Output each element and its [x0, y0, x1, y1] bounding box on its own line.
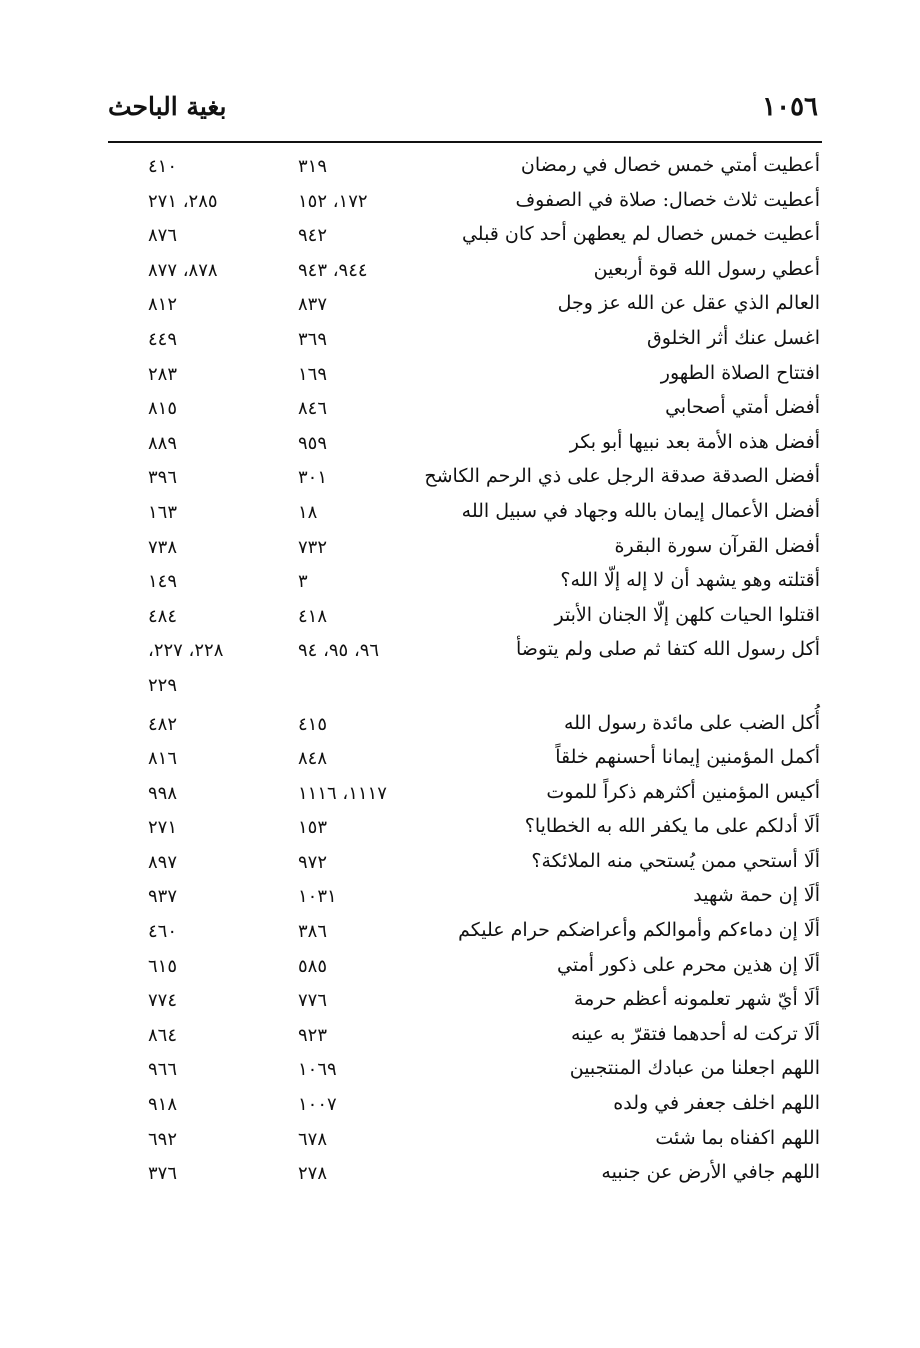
reference-number-secondary: ٢٢٨، ٢٢٧، — [148, 640, 224, 662]
index-phrase: أكمل المؤمنين إيمانا أحسنهم خلقاً — [555, 746, 820, 769]
reference-number-secondary: ١٦٣ — [148, 501, 178, 523]
index-row — [0, 152, 920, 187]
index-row — [0, 1125, 920, 1160]
reference-number-secondary: ٢٨٣ — [148, 363, 178, 385]
reference-number-primary: ٨٤٦ — [298, 398, 328, 420]
reference-number-secondary: ٩١٨ — [148, 1094, 178, 1116]
reference-number-secondary: ١٤٩ — [148, 571, 178, 593]
page-number: ١٠٥٦ — [762, 92, 818, 122]
reference-number-primary: ٤١٥ — [298, 713, 328, 735]
running-title: بغية الباحث — [108, 92, 227, 121]
index-row — [0, 1159, 920, 1194]
reference-number-secondary: ٨١٦ — [148, 748, 178, 770]
reference-number-secondary: ٩٦٦ — [148, 1059, 178, 1081]
index-list — [0, 152, 920, 1194]
index-phrase: ألَا أيّ شهر تعلمونه أعظم حرمة — [573, 988, 820, 1011]
reference-number-primary: ٧٣٢ — [298, 536, 328, 558]
reference-number-secondary: ٤٨٤ — [148, 605, 178, 627]
index-phrase: أفضل أمتي أصحابي — [665, 396, 820, 419]
index-row — [0, 917, 920, 952]
index-phrase: ألَا أستحي ممن يُستحي منه الملائكة؟ — [531, 849, 820, 872]
reference-number-primary: ١٥٣ — [298, 817, 328, 839]
reference-number-primary: ٣٨٦ — [298, 921, 328, 943]
header-rule — [108, 141, 822, 143]
index-phrase: اللهم اجعلنا من عبادك المنتجبين — [569, 1057, 820, 1080]
index-phrase: أقتلته وهو يشهد أن لا إله إلّا الله؟ — [560, 569, 820, 592]
reference-number-primary: ٧٧٦ — [298, 990, 328, 1012]
index-phrase: ألَا تركت له أحدهما فتقرّ به عينه — [571, 1022, 820, 1045]
page-header — [108, 92, 818, 132]
reference-number-secondary: ٢٧١ — [148, 817, 178, 839]
reference-number-primary: ٩٥٩ — [298, 432, 328, 454]
index-row — [0, 602, 920, 637]
reference-number-secondary: ٨٧٦ — [148, 225, 178, 247]
index-phrase: أفضل الأعمال إيمان بالله وجهاد في سبيل الله — [461, 499, 820, 522]
reference-number-secondary: ٤٨٢ — [148, 713, 178, 735]
reference-number-primary: ٩٤٤، ٩٤٣ — [298, 259, 368, 281]
reference-number-secondary: ٣٩٦ — [148, 467, 178, 489]
index-row — [0, 882, 920, 917]
reference-number-primary: ٣١٩ — [298, 156, 328, 177]
reference-number-secondary: ٦١٥ — [148, 955, 178, 977]
index-row — [0, 498, 920, 533]
index-phrase: اللهم اكفناه بما شئت — [655, 1126, 820, 1149]
reference-number-primary: ٤١٨ — [298, 605, 328, 627]
index-phrase: اللهم اخلف جعفر في ولده — [613, 1092, 820, 1115]
index-phrase: أكل رسول الله كتفا ثم صلى ولم يتوضأ — [516, 638, 820, 661]
reference-number-secondary: ٨٩٧ — [148, 851, 178, 873]
index-phrase: أعطيت أمتي خمس خصال في رمضان — [520, 154, 820, 176]
reference-number-secondary: ٨٦٤ — [148, 1024, 178, 1046]
reference-number-primary: ٣٠١ — [298, 467, 328, 489]
reference-number-secondary: ٣٧٦ — [148, 1163, 178, 1185]
reference-number-primary: ٢٧٨ — [298, 1163, 328, 1185]
index-phrase: ألَا إن دماءكم وأموالكم وأعراضكم حرام عليكم — [458, 919, 820, 942]
reference-number-secondary: ٦٩٢ — [148, 1128, 178, 1150]
index-phrase: اللهم جافي الأرض عن جنبيه — [601, 1161, 820, 1184]
index-row — [0, 360, 920, 395]
reference-number-secondary: ٢٨٥، ٢٧١ — [148, 190, 218, 212]
index-row — [0, 221, 920, 256]
index-row — [0, 256, 920, 291]
index-phrase: أعطيت ثلاث خصال: صلاة في الصفوف — [515, 188, 820, 211]
index-row — [0, 779, 920, 814]
index-phrase: أعطيت خمس خصال لم يعطهن أحد كان قبلي — [461, 223, 820, 246]
index-row — [0, 813, 920, 848]
index-phrase: العالم الذي عقل عن الله عز وجل — [557, 292, 820, 315]
reference-number-secondary: ٨١٥ — [148, 398, 178, 420]
reference-number-primary: ٩٢٣ — [298, 1024, 328, 1046]
reference-number-secondary: ٤١٠ — [148, 156, 178, 177]
reference-number-secondary: ٩٩٨ — [148, 782, 178, 804]
index-phrase: أفضل القرآن سورة البقرة — [614, 534, 820, 557]
index-phrase: ألَا إن حمة شهيد — [693, 884, 820, 907]
index-row — [0, 394, 920, 429]
index-row — [0, 1055, 920, 1090]
index-row — [0, 952, 920, 987]
index-row — [0, 429, 920, 464]
reference-number-secondary: ٨١٢ — [148, 294, 178, 316]
reference-number-primary: ٩٦، ٩٥، ٩٤ — [298, 640, 380, 662]
index-phrase: أعطي رسول الله قوة أربعين — [593, 257, 820, 280]
index-row — [0, 848, 920, 883]
index-row — [0, 567, 920, 602]
reference-number-primary: ٦٧٨ — [298, 1128, 328, 1150]
index-phrase: أفضل الصدقة صدقة الرجل على ذي الرحم الكاشح — [424, 465, 820, 488]
reference-number-primary: ١١١٧، ١١١٦ — [298, 782, 387, 804]
index-row — [0, 325, 920, 360]
reference-number-secondary: ٩٣٧ — [148, 886, 178, 908]
index-phrase: افتتاح الصلاة الطهور — [660, 361, 820, 384]
index-phrase: أُكل الضب على مائدة رسول الله — [563, 711, 820, 734]
index-row — [0, 1021, 920, 1056]
reference-number-primary: ١٦٩ — [298, 363, 328, 385]
index-row — [0, 710, 920, 745]
index-phrase: أكيس المؤمنين أكثرهم ذكراً للموت — [546, 780, 820, 803]
index-phrase: اغسل عنك أثر الخلوق — [647, 326, 820, 349]
index-row — [0, 671, 920, 706]
index-row — [0, 290, 920, 325]
index-row — [0, 463, 920, 498]
reference-number-secondary: ٨٨٩ — [148, 432, 178, 454]
reference-number-primary: ١٠٠٧ — [298, 1094, 337, 1116]
reference-number-secondary: ٨٧٨، ٨٧٧ — [148, 259, 218, 281]
reference-number-primary: ١٠٦٩ — [298, 1059, 337, 1081]
reference-number-primary: ٨٤٨ — [298, 748, 328, 770]
reference-number-primary: ٥٨٥ — [298, 955, 328, 977]
reference-number-primary: ٩٧٢ — [298, 851, 328, 873]
reference-number-secondary: ٧٣٨ — [148, 536, 178, 558]
reference-number-secondary: ٢٢٩ — [148, 674, 178, 696]
index-row — [0, 636, 920, 671]
reference-number-primary: ١٠٣١ — [298, 886, 337, 908]
index-row — [0, 187, 920, 222]
reference-number-secondary: ٧٧٤ — [148, 990, 178, 1012]
reference-number-primary: ٩٤٢ — [298, 225, 328, 247]
index-row — [0, 986, 920, 1021]
reference-number-primary: ١٧٢، ١٥٢ — [298, 190, 368, 212]
index-row — [0, 1090, 920, 1125]
index-phrase: ألَا أدلكم على ما يكفر الله به الخطايا؟ — [524, 815, 820, 838]
index-phrase: أفضل هذه الأمة بعد نبيها أبو بكر — [569, 430, 820, 453]
reference-number-secondary: ٤٤٩ — [148, 328, 178, 350]
reference-number-primary: ٨٣٧ — [298, 294, 328, 316]
reference-number-primary: ١٨ — [298, 501, 318, 523]
index-row — [0, 533, 920, 568]
reference-number-secondary: ٤٦٠ — [148, 921, 178, 943]
reference-number-primary: ٣٦٩ — [298, 328, 328, 350]
index-row — [0, 744, 920, 779]
index-phrase: ألَا إن هذين محرم على ذكور أمتي — [556, 953, 820, 976]
index-phrase: اقتلوا الحيات كلهن إلّا الجنان الأبتر — [554, 603, 820, 626]
reference-number-primary: ٣ — [298, 571, 308, 593]
